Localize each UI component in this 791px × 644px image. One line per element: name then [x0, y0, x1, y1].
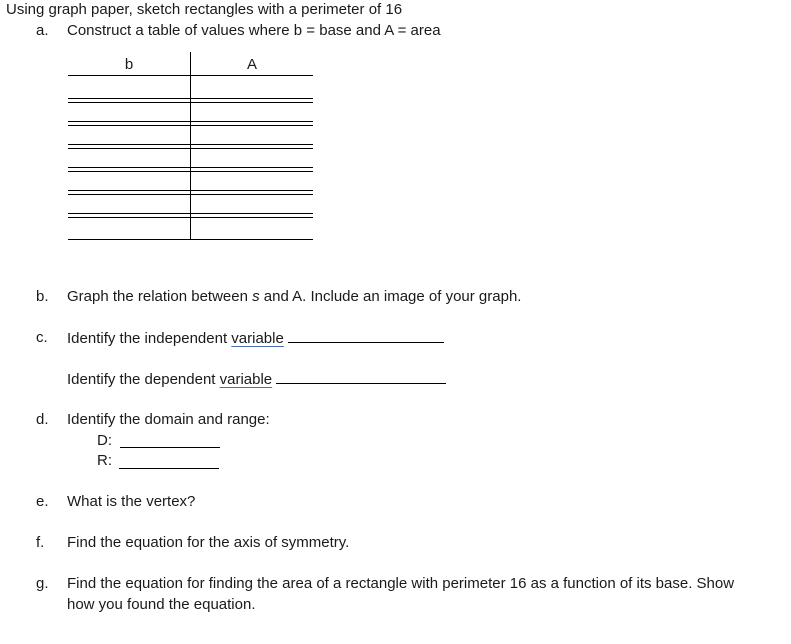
table-row-rule: [68, 190, 313, 195]
range-label: R:: [97, 452, 112, 469]
independent-word: variable: [231, 330, 284, 347]
domain-answer-blank[interactable]: [120, 433, 220, 448]
part-e-text: What is the vertex?: [67, 493, 196, 510]
domain-label: D:: [97, 432, 112, 449]
part-a-text: Construct a table of values where b = base and A = area: [67, 22, 441, 39]
table-row-rule: [68, 213, 313, 218]
part-g-line-1: Find the equation for finding the area of a rectangle with perimeter 16 as a function of its base. Show: [67, 575, 735, 592]
table-row-rule: [68, 144, 313, 149]
dependent-answer-blank[interactable]: [276, 369, 446, 384]
range-answer-blank[interactable]: [119, 454, 219, 469]
header-rule: [68, 75, 313, 76]
table-row-rule: [68, 98, 313, 103]
part-b-text-before: Graph the relation between: [67, 288, 253, 305]
part-b-variable: s: [252, 288, 260, 305]
dependent-word: variable: [219, 371, 273, 388]
part-e-marker: e.: [36, 493, 49, 510]
header-a: A: [246, 56, 257, 73]
part-g-marker: g.: [36, 575, 49, 592]
intro-text: Using graph paper, sketch rectangles with a perimeter of 16: [6, 1, 403, 18]
part-f-text: Find the equation for the axis of symmetry.: [67, 534, 350, 551]
independent-line: [67, 328, 444, 349]
part-b-text-after: and A. Include an image of your graph.: [259, 288, 522, 305]
independent-prefix: Identify the independent: [67, 330, 232, 347]
part-d-text: Identify the domain and range:: [67, 411, 270, 428]
part-b-text: [67, 287, 521, 307]
header-b: b: [124, 56, 134, 73]
table-row-rule: [68, 167, 313, 172]
part-c-marker: c.: [36, 329, 48, 346]
part-b-marker: b.: [36, 288, 49, 305]
part-g-line-2: how you found the equation.: [67, 596, 256, 613]
dependent-line: [67, 369, 446, 390]
table-bottom-rule: [68, 239, 313, 240]
part-a-marker: a.: [36, 22, 49, 39]
dependent-prefix: Identify the dependent: [67, 371, 220, 388]
part-f-marker: f.: [36, 534, 45, 551]
table-row-rule: [68, 121, 313, 126]
value-table: [68, 52, 313, 242]
part-d-marker: d.: [36, 411, 49, 428]
independent-answer-blank[interactable]: [288, 328, 444, 343]
